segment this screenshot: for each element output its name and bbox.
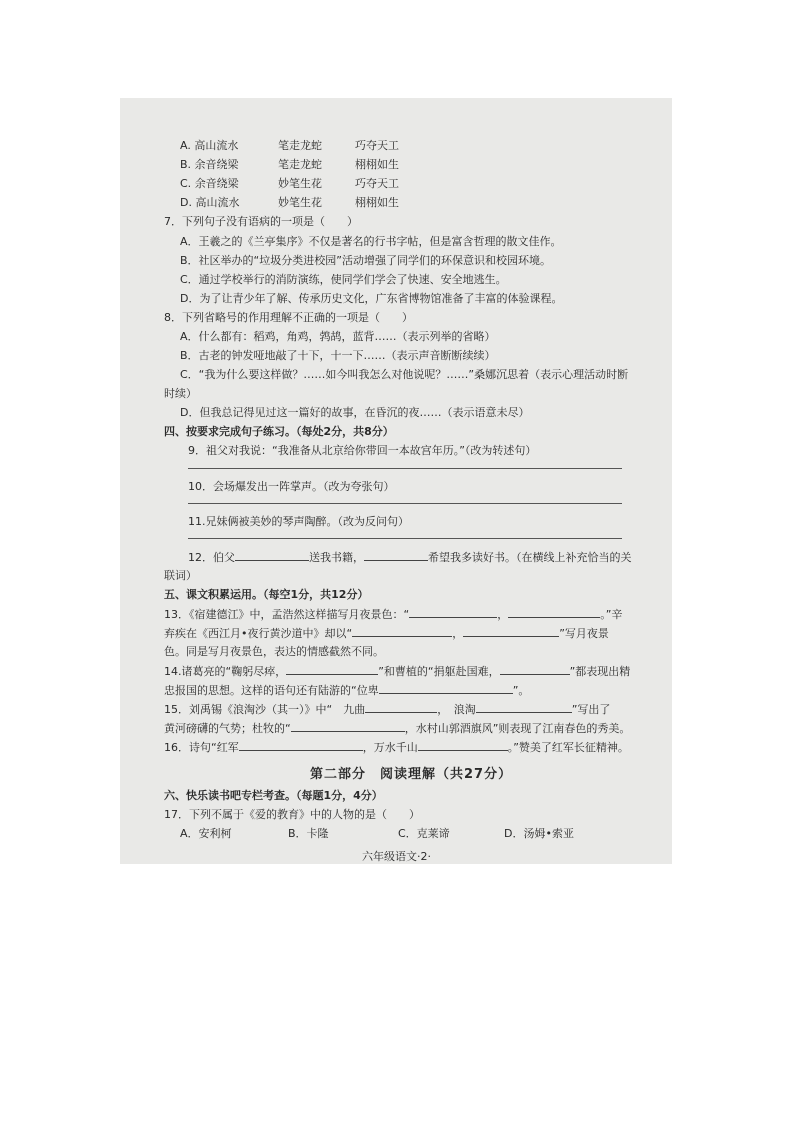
section-4-title: 四、按要求完成句子练习。（每处2分，共8分）: [164, 425, 394, 438]
q12-cont: 联词）: [164, 569, 197, 582]
q6-option-d: D. 高山流水 妙笔生花 栩栩如生: [180, 196, 399, 209]
q16: 16．诗句“红军 ，万水千山 。”赞美了红军长征精神。: [164, 741, 629, 754]
q12: 12．伯父 送我书籍， 希望我多读好书。（在横线上补充恰当的关: [188, 551, 632, 564]
q14-line-1: 14.诸葛亮的“鞠躬尽瘁， ”和曹植的“捐躯赴国难， ”都表现出精: [164, 665, 631, 678]
q17-stem: 17．下列不属于《爱的教育》中的人物的是（ ）: [164, 808, 420, 821]
page-footer: 六年级语文·2·: [362, 850, 431, 863]
q13-blank-3[interactable]: [352, 625, 452, 637]
q16-blank-1[interactable]: [239, 739, 363, 751]
q9-answer-line[interactable]: [188, 468, 622, 469]
q11-answer-line[interactable]: [188, 538, 622, 539]
q13-line-1: 13．《宿建德江》中，孟浩然这样描写月夜景色：“ ， 。”辛: [164, 608, 623, 621]
q17-option-a[interactable]: A．安利柯: [180, 827, 232, 840]
q17-options: [180, 826, 574, 841]
q11: 11.兄妹俩被美妙的琴声陶醉。（改为反问句）: [188, 515, 409, 528]
q8-option-a: A．什么都有：稻鸡，角鸡，鹁鸪，蓝背……（表示列举的省略）: [180, 330, 496, 343]
q7-option-d: D．为了让青少年了解、传承历史文化，广东省博物馆准备了丰富的体验课程。: [180, 292, 563, 305]
q15-line-2: 黄河磅礴的气势；杜牧的“ ，水村山郭酒旗风”则表现了江南春色的秀美。: [164, 722, 631, 735]
q13-blank-2[interactable]: [508, 606, 600, 618]
q12-blank-2[interactable]: [364, 549, 428, 561]
q15-blank-3[interactable]: [291, 720, 405, 732]
q7-option-c: C．通过学校举行的消防演练，使同学们学会了快速、安全地逃生。: [180, 273, 507, 286]
section-6-title: 六、快乐读书吧专栏考查。（每题1分，4分）: [164, 789, 383, 802]
q8-option-c: C．“我为什么要这样做？……如今叫我怎么对他说呢？……”桑娜沉思着（表示心理活动时断: [180, 368, 629, 381]
q6-option-b: B. 余音绕梁 笔走龙蛇 栩栩如生: [180, 158, 399, 171]
q8-option-b: B．古老的钟发哑地敲了十下，十一下……（表示声音断断续续）: [180, 349, 496, 362]
q10-answer-line[interactable]: [188, 503, 622, 504]
q15-line-1: 15．刘禹锡《浪淘沙（其一）》中“ 九曲 ， 浪淘 ”写出了: [164, 703, 611, 716]
q14-blank-3[interactable]: [379, 682, 513, 694]
q15-blank-2[interactable]: [476, 701, 572, 713]
q17-option-d[interactable]: D．汤姆•索亚: [504, 827, 574, 840]
q13-blank-1[interactable]: [409, 606, 497, 618]
q14-blank-2[interactable]: [500, 663, 570, 675]
q6-option-a: A. 高山流水 笔走龙蛇 巧夺天工: [180, 139, 399, 152]
q15-blank-1[interactable]: [365, 701, 437, 713]
q16-blank-2[interactable]: [418, 739, 508, 751]
q8-option-d: D．但我总记得见过这一篇好的故事，在昏沉的夜……（表示语意未尽）: [180, 406, 530, 419]
q14-line-2: 忠报国的思想。这样的语句还有陆游的“位卑 ”。: [164, 684, 530, 697]
q9: 9．祖父对我说：“我准备从北京给你带回一本故宫年历。”（改为转述句）: [188, 444, 537, 457]
q7-option-a: A．王羲之的《兰亭集序》不仅是著名的行书字帖，但是富含哲理的散文佳作。: [180, 235, 562, 248]
section-5-title: 五、课文积累运用。（每空1分，共12分）: [164, 588, 369, 601]
q8-option-c-cont: 时续）: [164, 387, 197, 400]
q12-blank-1[interactable]: [235, 549, 309, 561]
q8-stem: 8．下列省略号的作用理解不正确的一项是（ ）: [164, 311, 413, 324]
exam-page: [120, 98, 672, 864]
q7-stem: 7．下列句子没有语病的一项是（ ）: [164, 215, 358, 228]
q13-line-3: 色。同是写月夜景色，表达的情感截然不同。: [164, 645, 384, 658]
q13-line-2: 弃疾在《西江月•夜行黄沙道中》却以“ ， ”写月夜景: [164, 627, 609, 640]
q14-blank-1[interactable]: [286, 663, 378, 675]
q6-option-c: C. 余音绕梁 妙笔生花 巧夺天工: [180, 177, 399, 190]
q7-option-b: B．社区举办的“垃圾分类进校园”活动增强了同学们的环保意识和校园环境。: [180, 254, 551, 267]
part-2-title: 第二部分 阅读理解（共27分）: [310, 767, 513, 782]
q13-blank-4[interactable]: [463, 625, 559, 637]
q17-option-c[interactable]: C．克莱谛: [398, 827, 450, 840]
q17-option-b[interactable]: B．卡隆: [288, 827, 329, 840]
q10: 10．会场爆发出一阵掌声。（改为夸张句）: [188, 480, 395, 493]
